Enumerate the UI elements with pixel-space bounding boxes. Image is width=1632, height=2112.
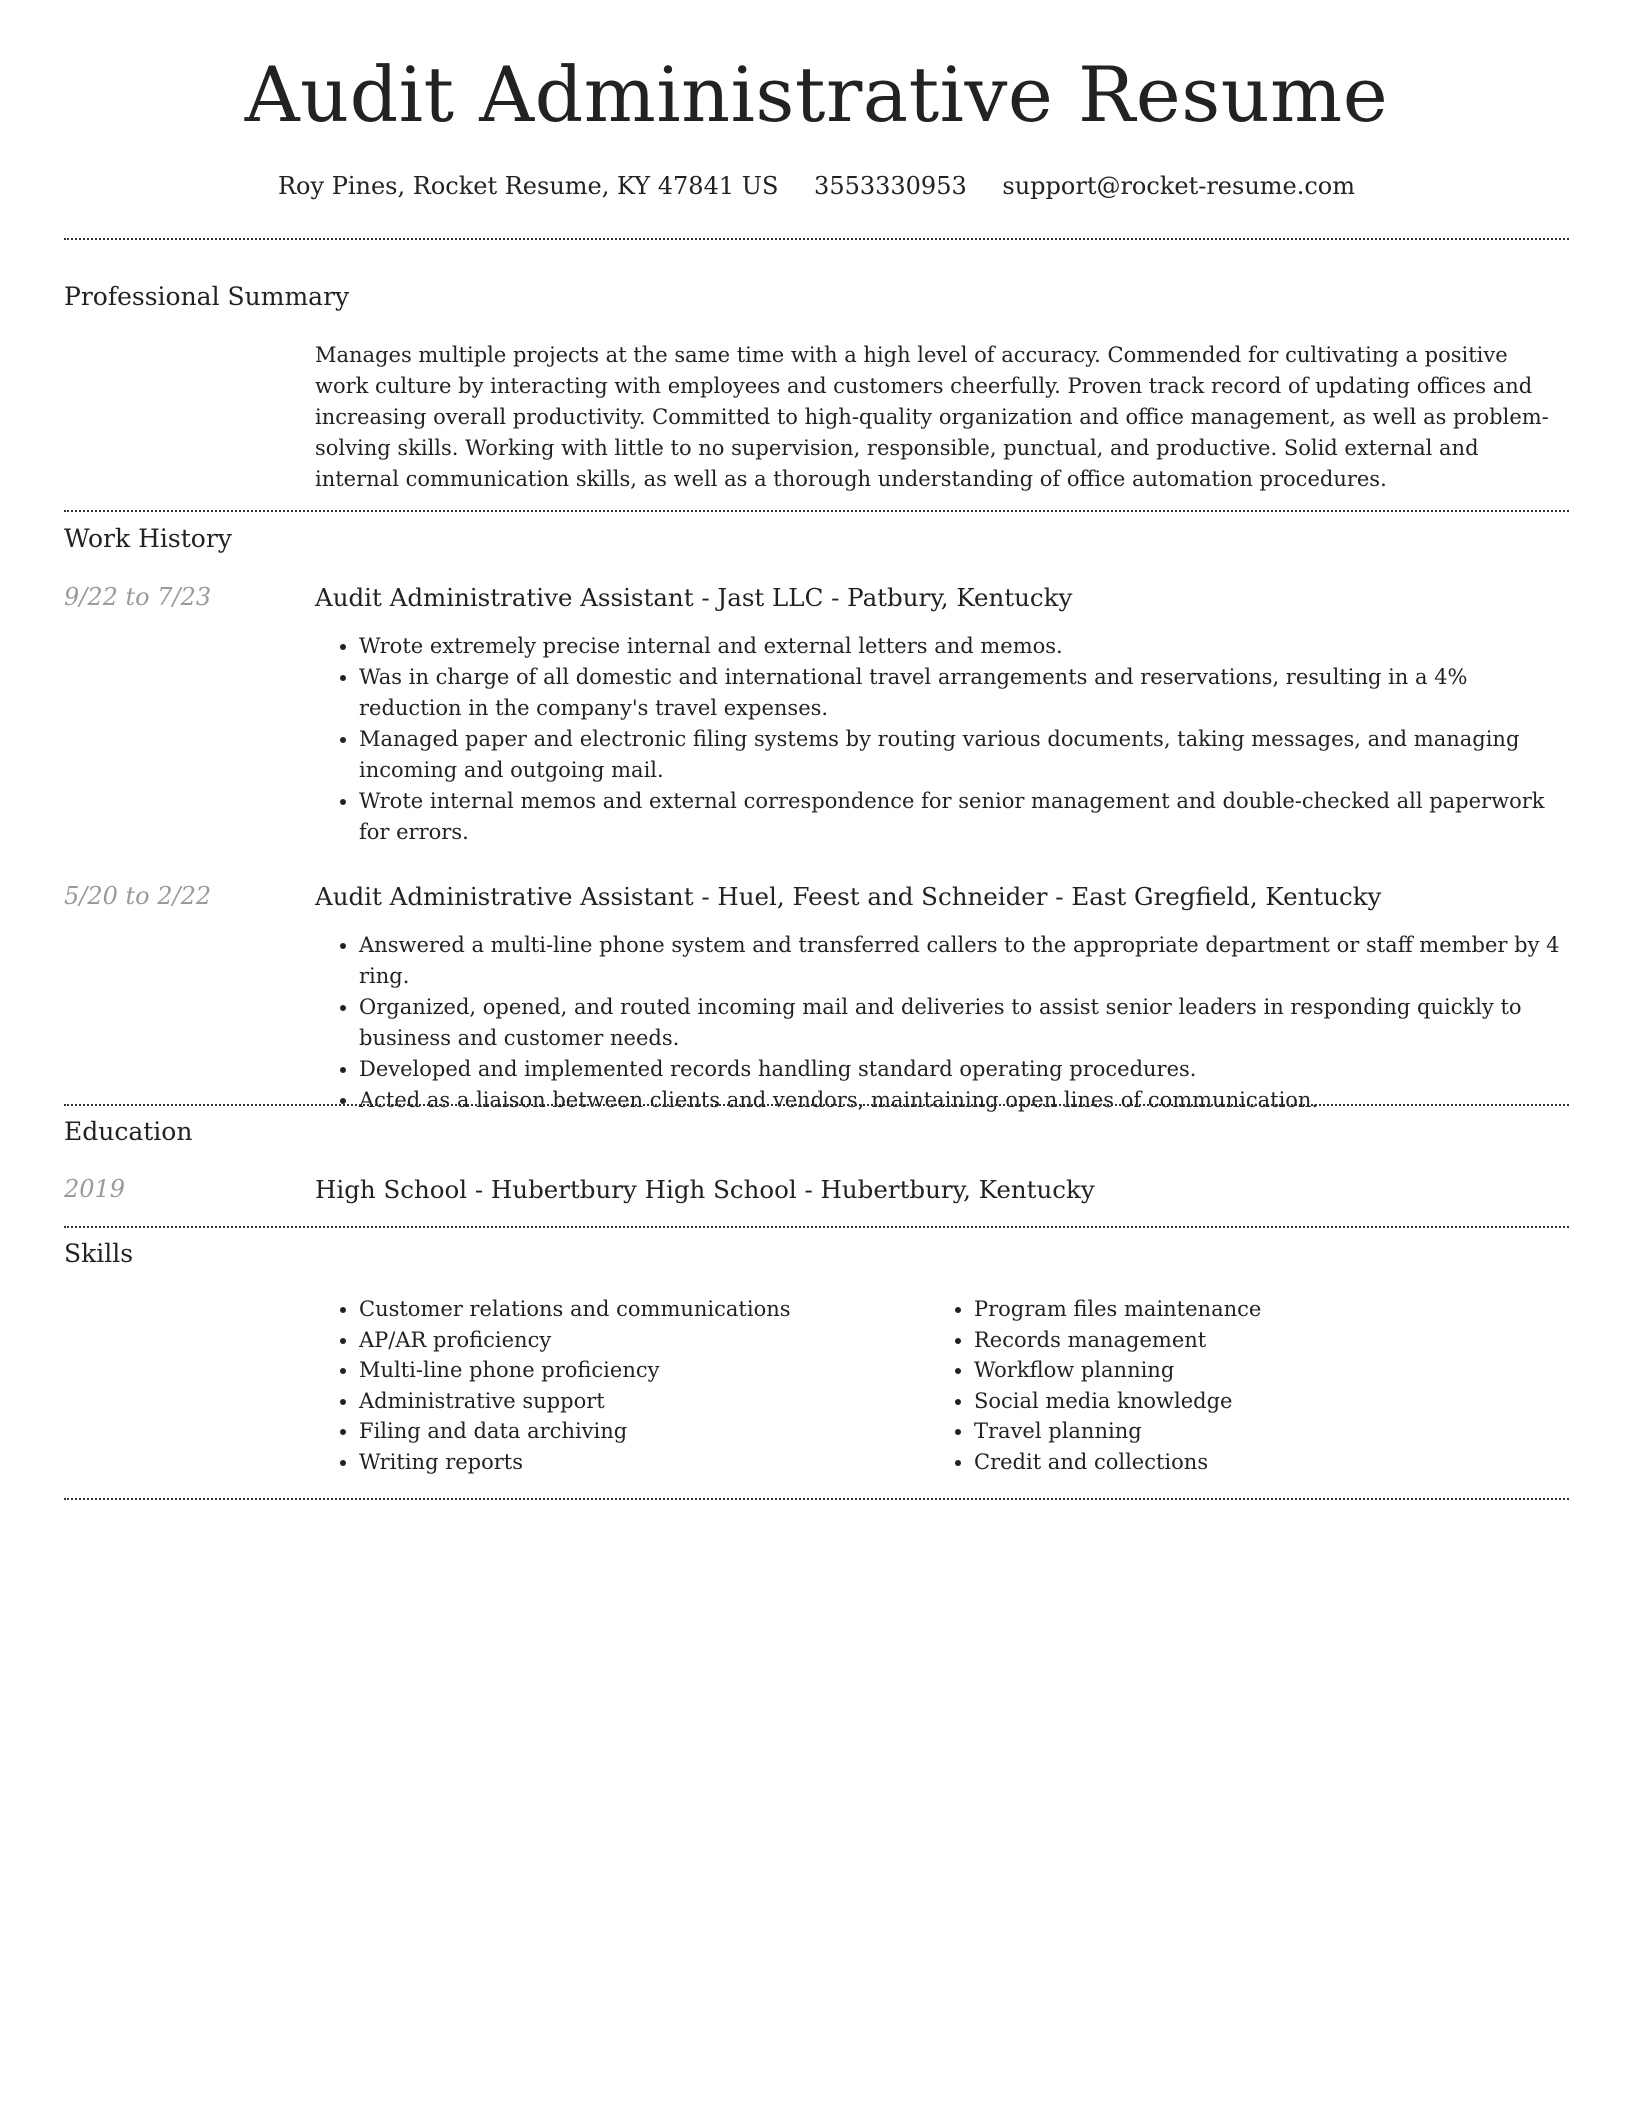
list-item: • Writing reports — [359, 1447, 915, 1478]
section-heading-work-history: Work History — [64, 524, 232, 553]
divider — [64, 1104, 1569, 1106]
list-item: • Workflow planning — [974, 1355, 1530, 1386]
list-item: • Answered a multi-line phone system and transferred callers to the appropriate department or staff member by 4 ring. — [359, 930, 1565, 992]
list-item: • Acted as a liaison between clients and vendors, maintaining open lines of communication. — [359, 1085, 1565, 1116]
job-dates: 5/20 to 2/22 — [64, 882, 212, 910]
list-item: • Records management — [974, 1325, 1530, 1356]
list-item: • Customer relations and communications — [359, 1294, 915, 1325]
list-item: • Travel planning — [974, 1416, 1530, 1447]
divider — [64, 1226, 1569, 1228]
skills-list-right — [930, 1294, 1530, 1478]
divider — [64, 238, 1569, 240]
contact-phone: 3553330953 — [814, 172, 967, 200]
divider — [64, 1498, 1569, 1500]
skills-list-left — [315, 1294, 915, 1478]
list-item: • Program files maintenance — [974, 1294, 1530, 1325]
job-dates: 9/22 to 7/23 — [64, 583, 212, 611]
job-title: Audit Administrative Assistant - Jast LLC - Patbury, Kentucky — [315, 583, 1073, 612]
section-heading-skills: Skills — [64, 1239, 134, 1268]
list-item: • Administrative support — [359, 1386, 915, 1417]
list-item: • Wrote extremely precise internal and external letters and memos. — [359, 631, 1565, 662]
list-item: • Organized, opened, and routed incoming mail and deliveries to assist senior leaders in responding quickly to business and customer needs. — [359, 992, 1565, 1054]
contact-address: Roy Pines, Rocket Resume, KY 47841 US — [277, 172, 779, 200]
job-title: Audit Administrative Assistant - Huel, Feest and Schneider - East Gregfield, Kentucky — [315, 882, 1382, 911]
contact-email: support@rocket-resume.com — [1002, 172, 1356, 200]
education-year: 2019 — [64, 1175, 126, 1203]
summary-text: Manages multiple projects at the same time with a high level of accuracy. Commended for cultivating a positive work culture by interacting with employees and customers cheerfully. Proven track record of updating offices and increasing overall productivity. Committed to high-quality organization and office management, as well as problem-solving skills. Working with little to no supervision, responsible, punctual, and productive. Solid external and internal communication skills, as well as a thorough understanding of office automation procedures. — [315, 343, 1549, 491]
list-item: • Credit and collections — [974, 1447, 1530, 1478]
list-item: • Managed paper and electronic filing systems by routing various documents, taking messages, and managing incoming and outgoing mail. — [359, 724, 1565, 786]
job-bullets — [315, 631, 1565, 848]
list-item: • Filing and data archiving — [359, 1416, 915, 1447]
divider — [64, 510, 1569, 512]
list-item: • Developed and implemented records handling standard operating procedures. — [359, 1054, 1565, 1085]
list-item: • Was in charge of all domestic and international travel arrangements and reservations, resulting in a 4% reduction in the company's travel expenses. — [359, 662, 1565, 724]
list-item: • Multi-line phone proficiency — [359, 1355, 915, 1386]
list-item: • Wrote internal memos and external correspondence for senior management and double-checked all paperwork for errors. — [359, 786, 1565, 848]
list-item: • AP/AR proficiency — [359, 1325, 915, 1356]
resume-title: Audit Administrative Resume — [244, 50, 1389, 139]
education-entry: High School - Hubertbury High School - Hubertbury, Kentucky — [315, 1175, 1095, 1204]
section-heading-education: Education — [64, 1117, 193, 1146]
list-item: • Social media knowledge — [974, 1386, 1530, 1417]
job-bullets — [315, 930, 1565, 1116]
section-heading-summary: Professional Summary — [64, 282, 350, 311]
contact-line — [64, 172, 1569, 200]
